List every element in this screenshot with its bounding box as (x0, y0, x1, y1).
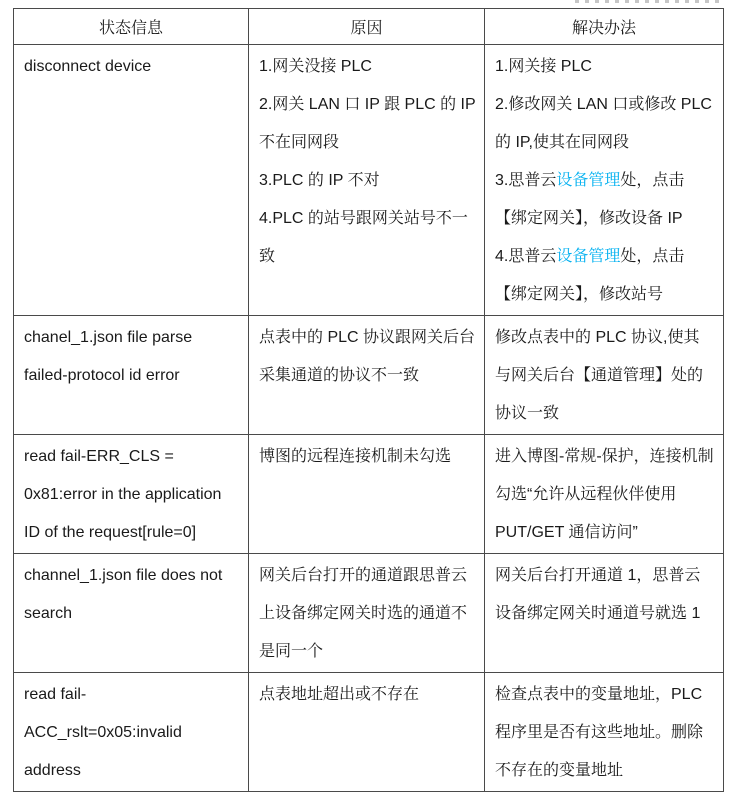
solution-cell (485, 554, 724, 673)
cell-text: 网关后台打开通道 1，思普云设备绑定网关时通道号就选 1 (495, 567, 701, 622)
status-cell (14, 316, 249, 435)
cell-text: 2.网关 LAN 口 IP 跟 PLC 的 IP 不在同网段 (259, 96, 476, 151)
column-header-cause: 原因 (249, 9, 485, 45)
troubleshooting-table (13, 8, 724, 792)
cell-text: read fail-ACC_rslt=0x05:invalid address (24, 686, 182, 779)
cause-cell (249, 45, 485, 316)
clipped-text-artifact (575, 0, 725, 3)
status-cell (14, 673, 249, 792)
cell-text: read fail-ERR_CLS = 0x81:error in the application ID of the request[rule=0] (24, 448, 222, 541)
cell-text: 网关后台打开的通道跟思普云上设备绑定网关时选的通道不是同一个 (259, 567, 468, 660)
accent-text: 设备管理 (556, 172, 621, 189)
table-row (14, 673, 724, 792)
cell-text: 点表地址超出或不存在 (259, 686, 420, 703)
header-row (14, 9, 724, 45)
status-cell (14, 554, 249, 673)
column-header-solution: 解决办法 (485, 9, 724, 45)
cell-text: 3.思普云 (495, 172, 557, 189)
solution-cell (485, 673, 724, 792)
cell-text: 进入博图-常规-保护，连接机制勾选“允许从远程伙伴使用 PUT/GET 通信访问” (495, 448, 714, 541)
cell-text: disconnect device (24, 58, 152, 75)
cell-text: 点表中的 PLC 协议跟网关后台采集通道的协议不一致 (259, 329, 476, 384)
cell-text: chanel_1.json file parse failed-protocol id error (24, 329, 193, 384)
status-cell (14, 435, 249, 554)
cell-text: 博图的远程连接机制未勾选 (259, 448, 452, 465)
cause-cell (249, 435, 485, 554)
cell-text: 2.修改网关 LAN 口或修改 PLC 的 IP,使其在同网段 (495, 96, 712, 151)
cell-text: 3.PLC 的 IP 不对 (259, 172, 380, 189)
solution-cell (485, 45, 724, 316)
solution-cell (485, 316, 724, 435)
cell-text: 检查点表中的变量地址，PLC 程序里是否有这些地址。删除不存在的变量地址 (495, 686, 704, 779)
cell-text: 处，点击【绑定网关】，修改站号 (495, 248, 685, 303)
table-row (14, 435, 724, 554)
cause-cell (249, 554, 485, 673)
table-body (14, 45, 724, 792)
column-header-status: 状态信息 (14, 9, 249, 45)
status-cell (14, 45, 249, 316)
cell-text: 1.网关接 PLC (495, 58, 592, 75)
cell-text: channel_1.json file does not search (24, 567, 223, 622)
accent-text: 设备管理 (556, 248, 621, 265)
cause-cell (249, 316, 485, 435)
cell-text: 4.PLC 的站号跟网关站号不一致 (259, 210, 468, 265)
cell-text: 1.网关没接 PLC (259, 58, 372, 75)
cell-text: 处，点击【绑定网关】，修改设备 IP (495, 172, 685, 227)
table-row (14, 316, 724, 435)
table-row (14, 554, 724, 673)
table-row (14, 45, 724, 316)
cause-cell (249, 673, 485, 792)
solution-cell (485, 435, 724, 554)
cell-text: 修改点表中的 PLC 协议,使其与网关后台【通道管理】处的协议一致 (495, 329, 704, 422)
cell-text: 4.思普云 (495, 248, 557, 265)
